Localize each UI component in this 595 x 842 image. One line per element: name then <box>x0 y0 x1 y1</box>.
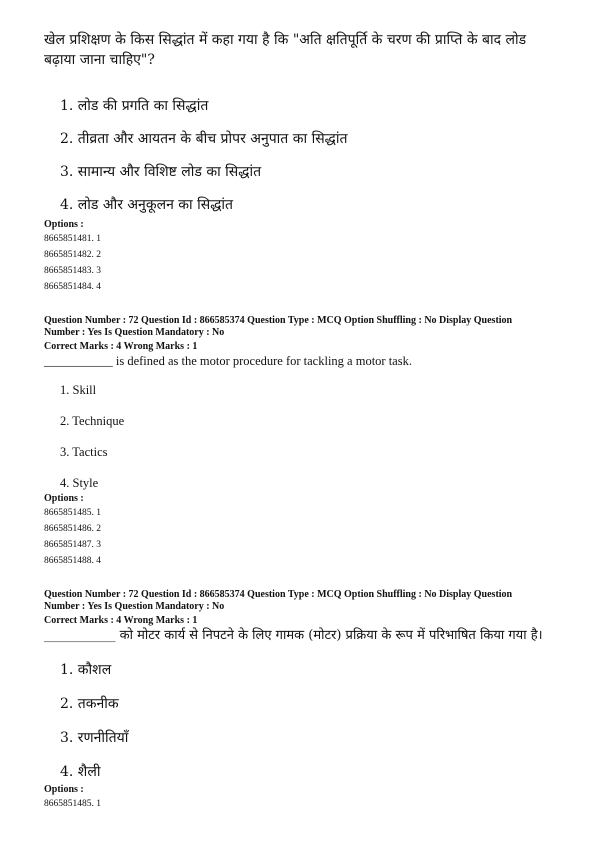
option-3: 3. रणनीतियाँ <box>60 730 129 746</box>
option-1: 1. कौशल <box>60 662 112 678</box>
option-id: 8665851482. 2 <box>44 250 101 260</box>
options-label: Options : <box>44 219 84 230</box>
option-3: 3. सामान्य और विशिष्ट लोड का सिद्धांत <box>60 164 262 180</box>
option-id: 8665851484. 4 <box>44 282 101 292</box>
option-id: 8665851483. 3 <box>44 266 101 276</box>
option-id: 8665851486. 2 <box>44 524 101 534</box>
option-id: 8665851487. 3 <box>44 540 101 550</box>
option-2: 2. तीव्रता और आयतन के बीच प्रोपर अनुपात का सिद्धांत <box>60 131 348 147</box>
option-4: 4. लोड और अनुकूलन का सिद्धांत <box>60 197 234 213</box>
marks-line: Correct Marks : 4 Wrong Marks : 1 <box>44 615 198 626</box>
question-text-hindi: ___________ को मोटर कार्य से निपटने के लिए गामक (मोटर) प्रक्रिया के रूप में परिभाषित किया गया है। <box>44 628 543 643</box>
question-text-english: ___________ is defined as the motor procedure for tackling a motor task. <box>44 354 412 368</box>
options-label: Options : <box>44 784 84 795</box>
option-id: 8665851485. 1 <box>44 508 101 518</box>
question-meta-line-1: Question Number : 72 Question Id : 866585374 Question Type : MCQ Option Shuffling : No Display Question <box>44 589 513 600</box>
option-id: 8665851485. 1 <box>44 799 101 809</box>
question-meta-line-1: Question Number : 72 Question Id : 866585374 Question Type : MCQ Option Shuffling : No Display Question <box>44 315 513 326</box>
option-1: 1. लोड की प्रगति का सिद्धांत <box>60 98 209 114</box>
option-1: 1. Skill <box>60 383 97 397</box>
option-4: 4. शैली <box>60 764 101 780</box>
option-id: 8665851481. 1 <box>44 234 101 244</box>
option-4: 4. Style <box>60 476 99 490</box>
question-meta-line-2: Number : Yes Is Question Mandatory : No <box>44 601 225 612</box>
options-label: Options : <box>44 493 84 504</box>
option-3: 3. Tactics <box>60 445 108 459</box>
marks-line: Correct Marks : 4 Wrong Marks : 1 <box>44 341 198 352</box>
question-meta-line-2: Number : Yes Is Question Mandatory : No <box>44 327 225 338</box>
question-block-1 <box>44 30 554 70</box>
option-id: 8665851488. 4 <box>44 556 101 566</box>
option-2: 2. Technique <box>60 414 125 428</box>
question-text-hindi: खेल प्रशिक्षण के किस सिद्धांत में कहा गया है कि "अति क्षतिपूर्ति के चरण की प्राप्ति के बाद लोड बढ़ाया जाना चाहिए"? <box>44 32 527 68</box>
option-2: 2. तकनीक <box>60 696 119 712</box>
